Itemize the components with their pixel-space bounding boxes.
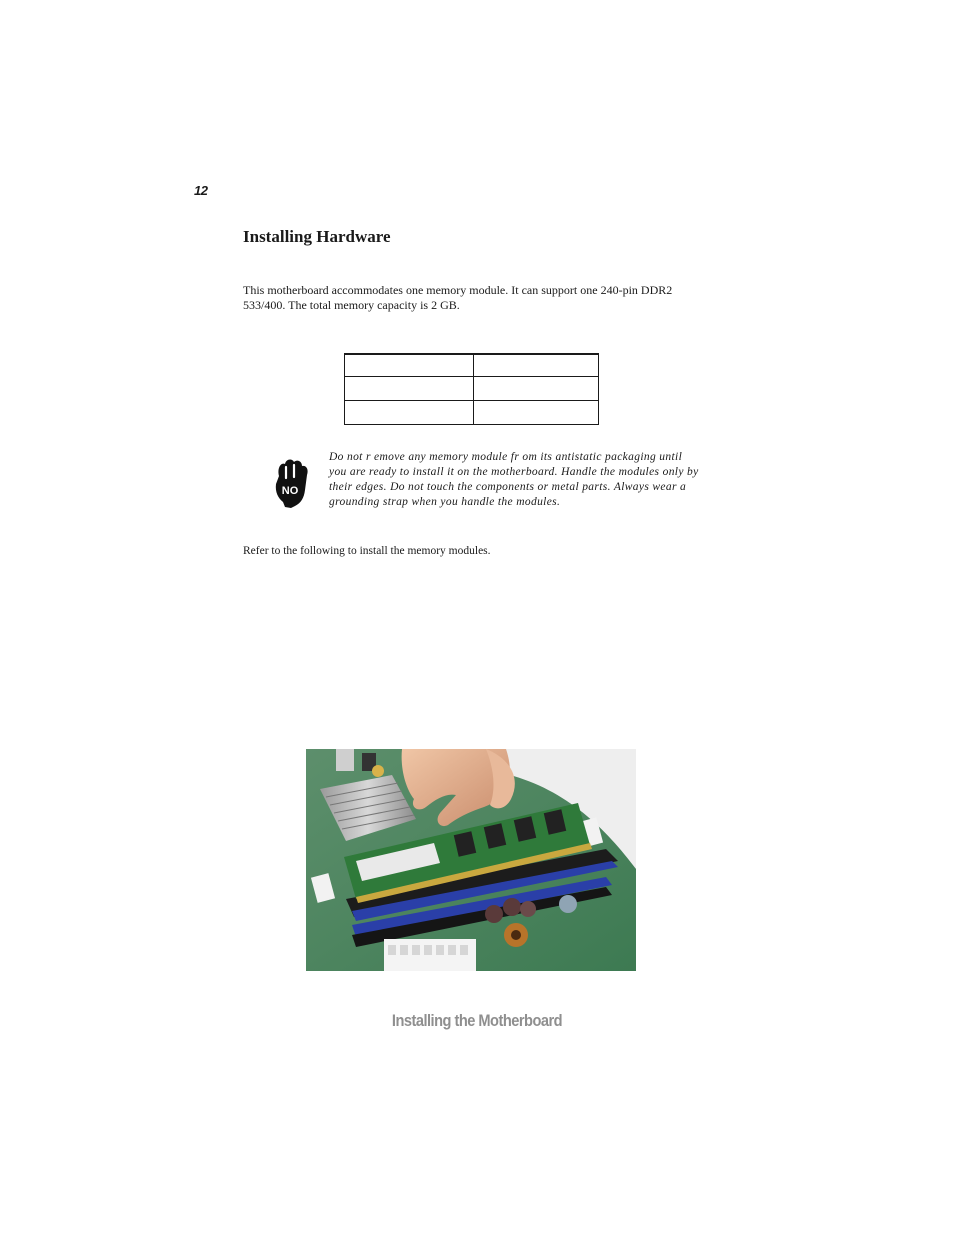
refer-text: Refer to the following to install the memory modules. (243, 545, 491, 557)
no-label: NO (281, 485, 299, 497)
table-row (345, 401, 599, 425)
memory-table (344, 353, 599, 425)
table-header-row (345, 354, 599, 377)
table-cell (345, 401, 474, 425)
section-title: Installing Hardware (243, 227, 391, 246)
warning-text: Do not r emove any memory module fr om its antistatic packaging until you are ready to install it on the motherboard. Handle the modules only by their edges. Do not touch the components or metal parts. Always wear a grounding strap when you handle the modules. (329, 451, 699, 508)
memory-install-photo (306, 749, 636, 971)
table-header-cell (345, 354, 474, 377)
intro-paragraph: This motherboard accommodates one memory module. It can support one 240-pin DDR2 533/400. The total memory capacity is 2 GB. (243, 283, 673, 312)
table-cell (345, 377, 474, 401)
page-number: 12 (194, 183, 208, 198)
table-header-cell (474, 354, 599, 377)
table-cell (474, 401, 599, 425)
table-cell (474, 377, 599, 401)
table-row (345, 377, 599, 401)
no-hand-icon (269, 456, 313, 510)
footer-title: Installing the Motherboard (391, 1011, 563, 1030)
